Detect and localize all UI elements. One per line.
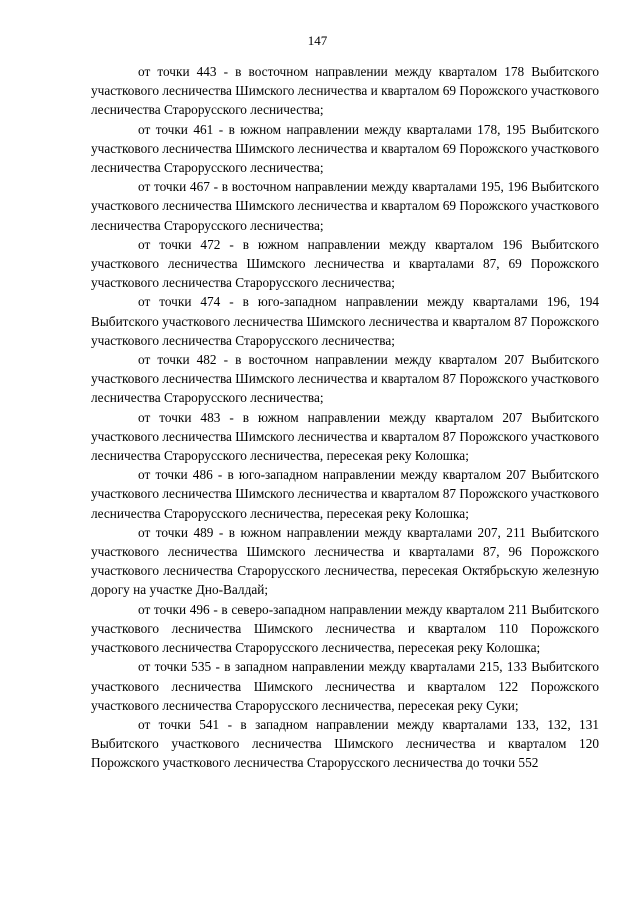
boundary-paragraph: от точки 496 - в северо-западном направлении между кварталом 211 Выбитского участкового лесничества Шимского лесничества и кварталом 110 Порожского участкового лесничества Старорусского лесничества, пересекая реку Колошка; <box>91 601 599 656</box>
boundary-paragraph: от точки 467 - в восточном направлении между кварталами 195, 196 Выбитского участкового лесничества Шимского лесничества и кварталом 69 Порожского участкового лесничества Старорусского лесничества; <box>91 179 599 233</box>
boundary-paragraph: от точки 483 - в южном направлении между кварталом 207 Выбитского участкового лесничества Шимского лесничества и кварталом 87 Порожского участкового лесничества Старорусского лесничества, пересекая реку Колошка; <box>91 409 599 464</box>
boundary-paragraph: от точки 461 - в южном направлении между кварталами 178, 195 Выбитского участкового лесничества Шимского лесничества и кварталом 69 Порожского участкового лесничества Старорусского лесничества; <box>91 121 599 176</box>
boundary-paragraph: от точки 541 - в западном направлении между кварталами 133, 132, 131 Выбитского участкового лесничества Шимского лесничества и кварталом 120 Порожского участкового лесничества Старорусского лесничества до точки 552 <box>91 716 599 771</box>
boundary-paragraph: от точки 486 - в юго-западном направлении между кварталом 207 Выбитского участкового лесничества Шимского лесничества и кварталом 87 Порожского участкового лесничества Старорусского лесничества, пересекая реку Колошка; <box>91 467 599 521</box>
page-number: 147 <box>307 33 328 48</box>
document-body <box>91 62 599 773</box>
boundary-paragraph: от точки 535 - в западном направлении между кварталами 215, 133 Выбитского участкового лесничества Шимского лесничества и кварталом 122 Порожского участкового лесничества Старорусского лесничества, пересекая реку Суки; <box>91 659 599 713</box>
boundary-paragraph: от точки 489 - в южном направлении между кварталами 207, 211 Выбитского участкового лесничества Шимского лесничества и кварталами 87, 96 Порожского участкового лесничества Старорусского лесничества, пересекая Октябрьскую железную дорогу на участке Дно-Валдай; <box>91 524 599 598</box>
boundary-paragraph: от точки 443 - в восточном направлении между кварталом 178 Выбитского участкового лесничества Шимского лесничества и кварталом 69 Порожского участкового лесничества Старорусского лесничества; <box>91 64 599 118</box>
boundary-paragraph: от точки 472 - в южном направлении между кварталом 196 Выбитского участкового лесничества Шимского лесничества и кварталами 87, 69 Порожского участкового лесничества Старорусского лесничества; <box>91 236 599 291</box>
boundary-paragraph: от точки 482 - в восточном направлении между кварталом 207 Выбитского участкового лесничества Шимского лесничества и кварталом 87 Порожского участкового лесничества Старорусского лесничества; <box>91 352 599 406</box>
boundary-paragraph: от точки 474 - в юго-западном направлении между кварталами 196, 194 Выбитского участкового лесничества Шимского лесничества и кварталом 87 Порожского участкового лесничества Старорусского лесничества; <box>91 294 599 348</box>
